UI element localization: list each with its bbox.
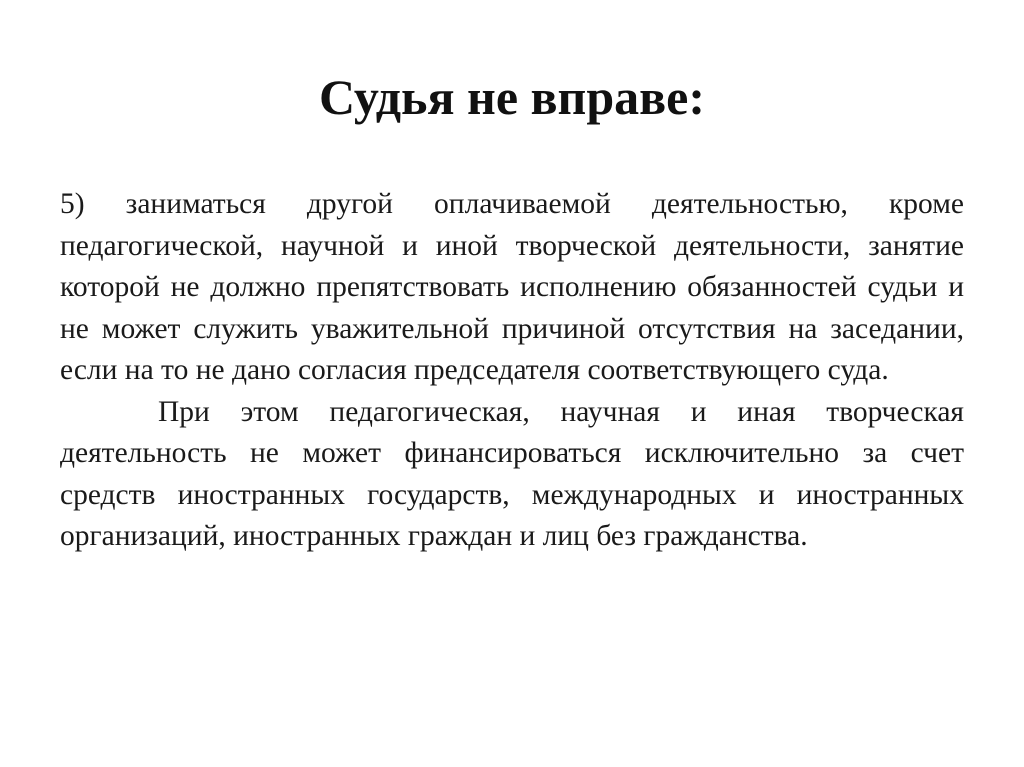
paragraph-item-5: 5) заниматься другой оплачиваемой деятельностью, кроме педагогической, научной и иной творческой деятельности, занятие которой не должно препятствовать исполнению обязанностей судьи и не может служить уважительной причиной отсутствия на заседании, если на то не дано согласия председателя соответствующего суда.: [60, 188, 964, 386]
paragraph-funding-restriction: При этом педагогическая, научная и иная творческая деятельность не может финансироваться исключительно за счет средств иностранных государств, международных и иностранных организаций, иностранных граждан и лиц без гражданства.: [60, 395, 964, 552]
slide-title: Судья не вправе:: [319, 69, 705, 125]
slide-body: [60, 184, 964, 558]
